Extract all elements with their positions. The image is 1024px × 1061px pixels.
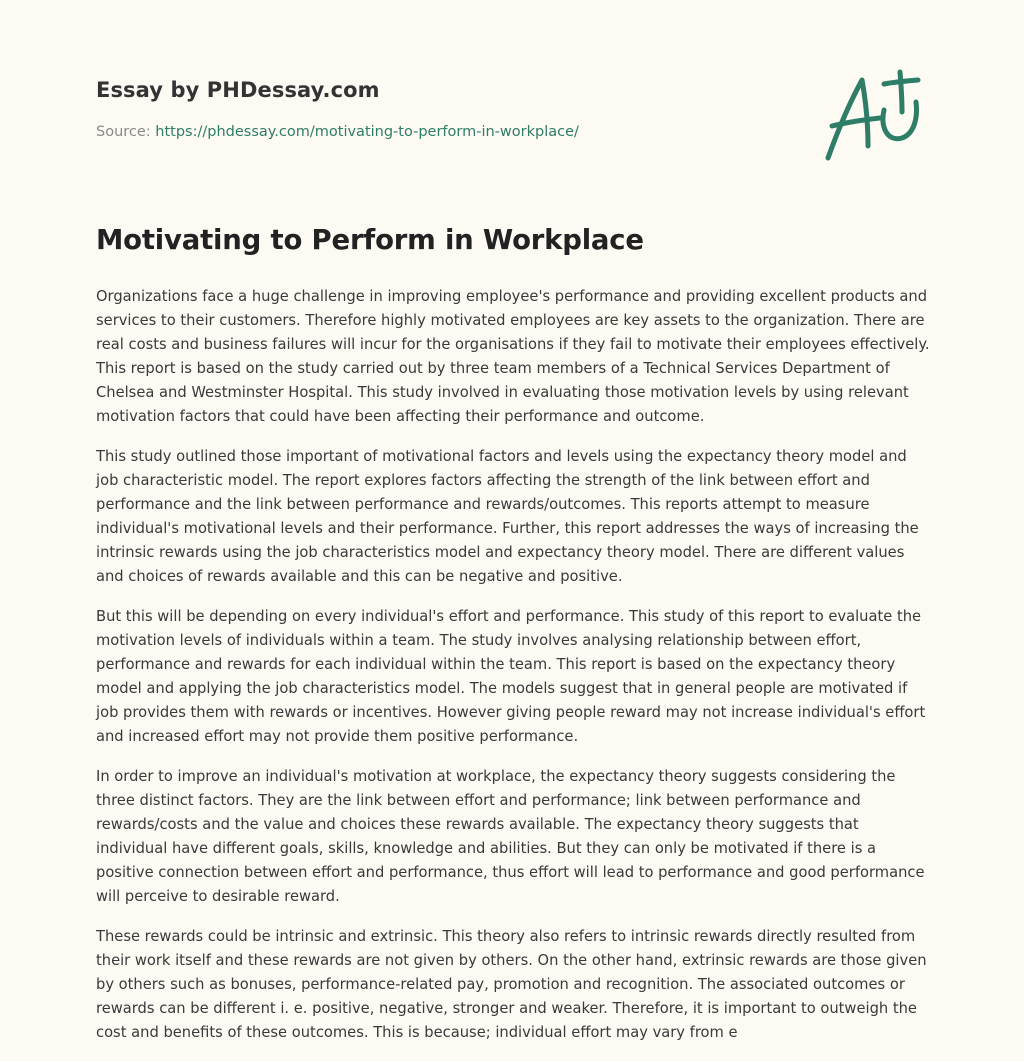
site-title: Essay by PHDessay.com: [96, 78, 380, 102]
essay-paragraph: In order to improve an individual's motivation at workplace, the expectancy theory suggests considering the three distinct factors. They are the link between effort and performance; link between performance and rewards/costs and the value and choices these rewards available. The expectancy theory suggests that individual have different goals, skills, knowledge and abilities. But they can only be motivated if there is a positive connection between effort and performance, thus effort will lead to performance and good performance will perceive to desirable reward.: [96, 768, 925, 905]
essay-title: Motivating to Perform in Workplace: [96, 224, 644, 256]
a-plus-logo-icon: [822, 68, 928, 164]
essay-paragraph: These rewards could be intrinsic and extrinsic. This theory also refers to intrinsic rewards directly resulted from their work itself and these rewards are not given by others. On the other hand, extrinsic rewards are those given by others such as bonuses, performance-related pay, promotion and recognition. The associated outcomes or rewards can be different i. e. positive, negative, stronger and weaker. Therefore, it is important to outweigh the cost and benefits of these outcomes. This is because; individual effort may vary from e: [96, 928, 927, 1041]
source-link[interactable]: https://phdessay.com/motivating-to-perform-in-workplace/: [155, 124, 579, 140]
essay-paragraph: This study outlined those important of motivational factors and levels using the expectancy theory model and job characteristic model. The report explores factors affecting the strength of the link between effort and performance and the link between performance and rewards/outcomes. This reports attempt to measure individual's motivational levels and their performance. Further, this report addresses the ways of increasing the intrinsic rewards using the job characteristics model and expectancy theory model. There are different values and choices of rewards available and this can be negative and positive.: [96, 448, 919, 585]
essay-paragraph: But this will be depending on every individual's effort and performance. This study of this report to evaluate the motivation levels of individuals within a team. The study involves analysing relationship between effort, performance and rewards for each individual within the team. This report is based on the expectancy theory model and applying the job characteristics model. The models suggest that in general people are motivated if job provides them with rewards or incentives. However giving people reward may not increase individual's effort and increased effort may not provide them positive performance.: [96, 608, 926, 745]
page-header: [96, 78, 796, 140]
essay-body: [96, 285, 932, 1061]
essay-paragraph: Organizations face a huge challenge in improving employee's performance and providing excellent products and services to their customers. Therefore highly motivated employees are key assets to the organization. There are real costs and business failures will incur for the organisations if they fail to motivate their employees effectively. This report is based on the study carried out by three team members of a Technical Services Department of Chelsea and Westminster Hospital. This study involved in evaluating those motivation levels by using relevant motivation factors that could have been affecting their performance and outcome.: [96, 288, 930, 425]
source-label: Source:: [96, 124, 151, 140]
source-line: [96, 124, 796, 140]
